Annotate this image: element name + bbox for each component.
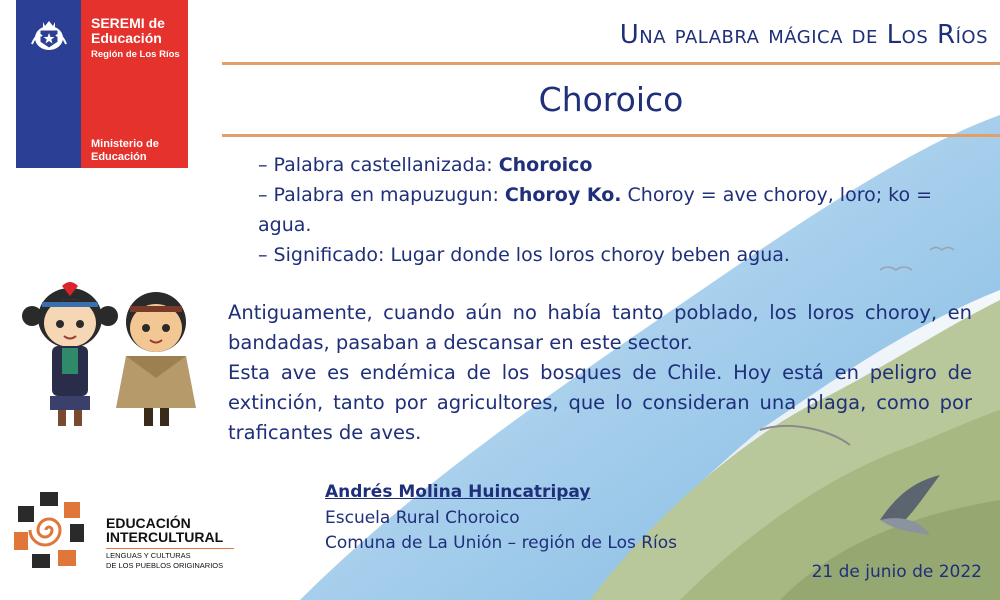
logo-red-band xyxy=(81,0,188,168)
coat-of-arms-icon xyxy=(24,14,74,58)
story-paragraph-1: Antiguamente, cuando aún no había tanto poblado, los loros choroy, en bandadas, pasaban a descansar en este sector. xyxy=(228,301,972,354)
boy-figure xyxy=(116,292,196,426)
girl-figure xyxy=(22,282,118,426)
children-illustration xyxy=(20,278,200,438)
edu-logo-line1: EDUCACIÓN xyxy=(106,515,191,531)
logo-blue-band xyxy=(16,0,81,168)
story-paragraph-2: Esta ave es endémica de los bosques de Chile. Hoy está en peligro de extinción, tanto por agricultores, que lo consideran una plaga, como por traficantes de aves. xyxy=(228,361,972,444)
author-place: Comuna de La Unión – región de Los Ríos xyxy=(325,533,678,553)
logo-text-educacion: Educación xyxy=(91,30,162,46)
publication-date: 21 de junio de 2022 xyxy=(811,562,982,582)
author-name: Andrés Molina Huincatripay xyxy=(325,482,591,502)
seremi-logo xyxy=(16,0,188,168)
logo-text-ministerio: Ministerio de xyxy=(91,138,159,150)
logo-text-region: Región de Los Ríos xyxy=(91,49,180,60)
edu-logo-line2: INTERCULTURAL xyxy=(106,529,224,545)
word-info-list xyxy=(258,150,958,270)
bullet-castellanizada: – Palabra castellanizada: Choroico xyxy=(258,154,593,176)
story-body xyxy=(228,298,972,448)
author-school: Escuela Rural Choroico xyxy=(325,508,520,528)
edu-logo-line3: LENGUAS Y CULTURAS xyxy=(106,551,191,560)
header-divider-bottom xyxy=(222,134,1000,137)
bullet-mapuzugun: – Palabra en mapuzugun: Choroy Ko. Choroy = ave choroy, loro; ko = agua. xyxy=(258,184,933,236)
edu-logo-line4: DE LOS PUEBLOS ORIGINARIOS xyxy=(106,561,224,570)
logo-text-seremi: SEREMI de xyxy=(91,15,165,31)
bullet-significado: – Significado: Lugar donde los loros choroy beben agua. xyxy=(258,244,790,266)
logo-text-educacion-2: Educación xyxy=(91,151,147,163)
intercultural-spiral-icon xyxy=(14,492,84,568)
edu-logo-divider xyxy=(106,548,234,549)
series-title: Una palabra mágica de Los Ríos xyxy=(619,20,988,50)
page-title: Choroico xyxy=(538,80,684,119)
header-divider-top xyxy=(222,62,1000,65)
